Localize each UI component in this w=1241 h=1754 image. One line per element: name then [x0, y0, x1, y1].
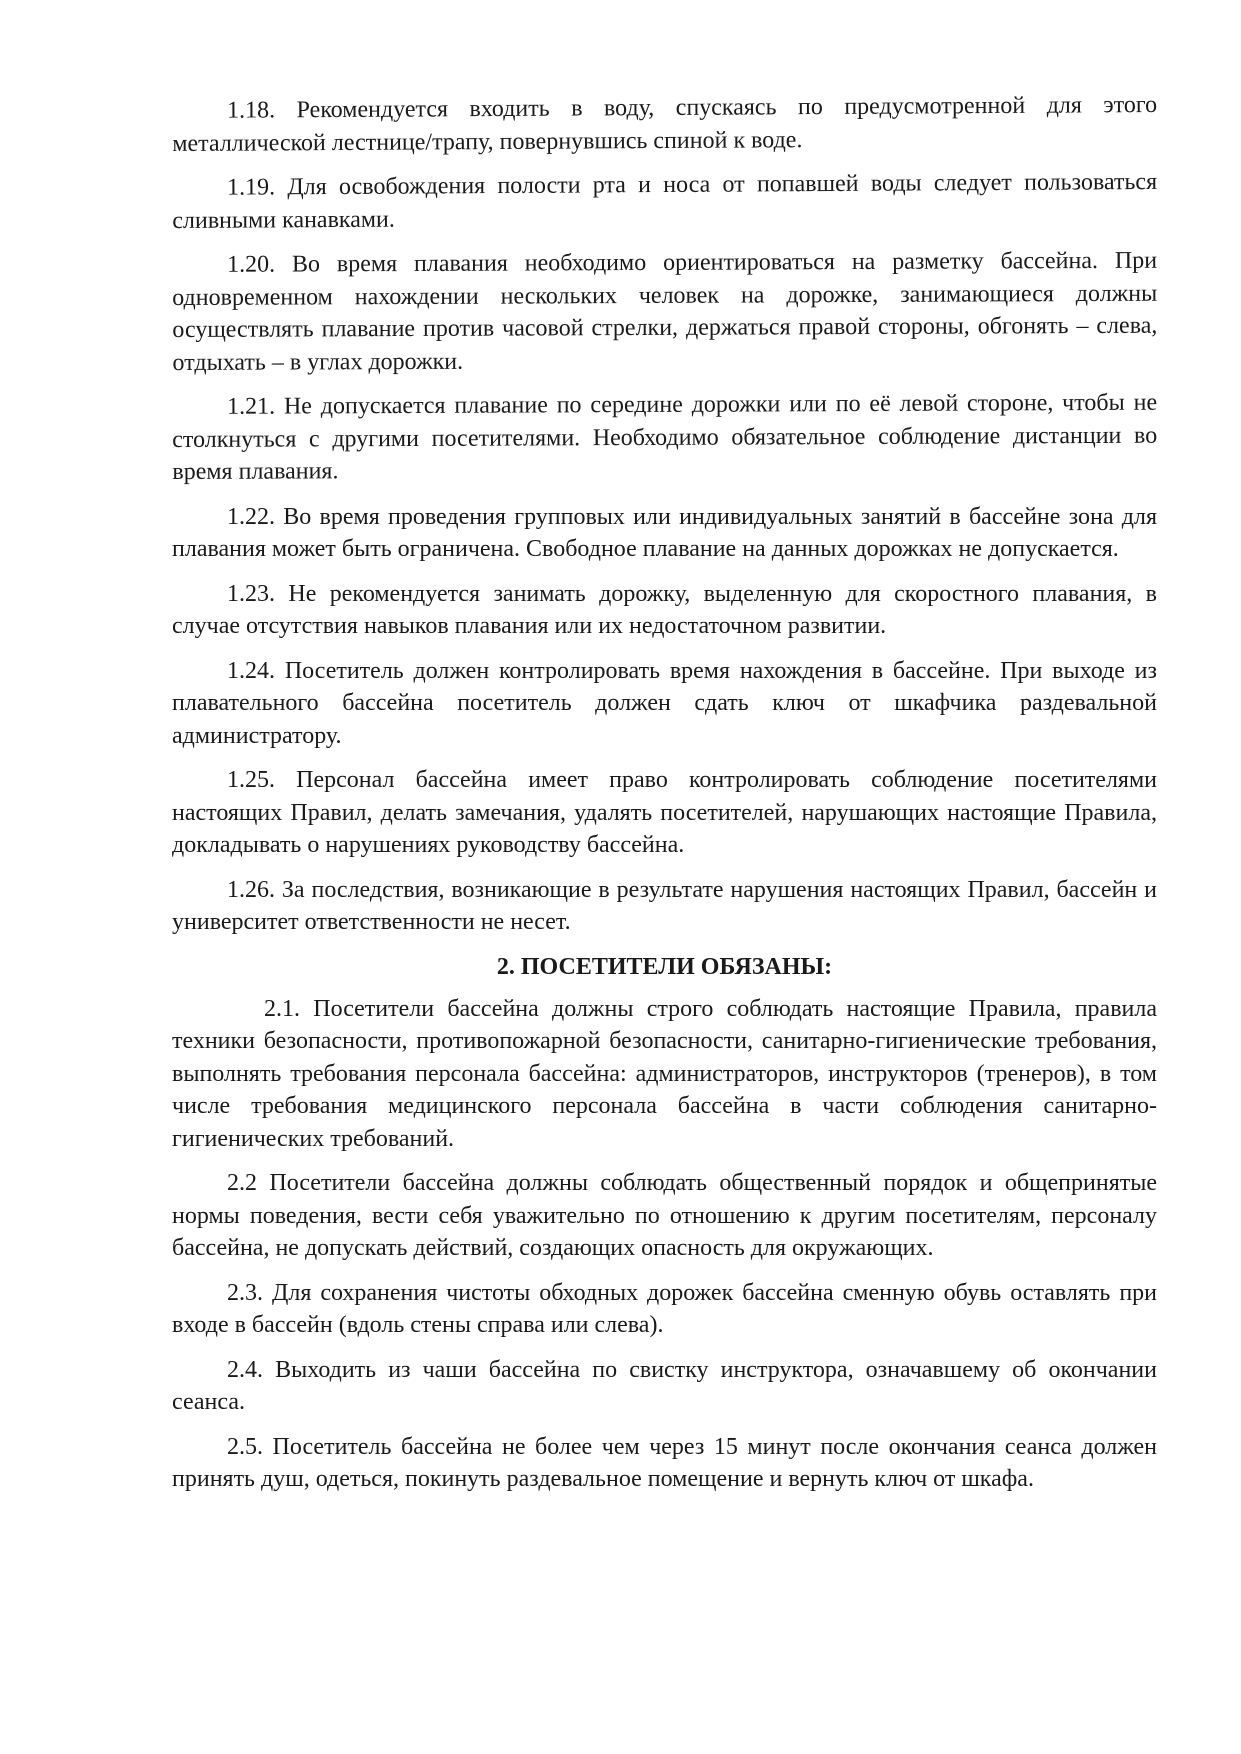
clause-number: 1.21. [227, 393, 276, 420]
clause-number: 1.18. [227, 97, 276, 124]
clause-number: 1.22. [227, 503, 275, 530]
clause-number: 2.5. [227, 1433, 263, 1460]
clause-number: 1.23. [227, 580, 275, 607]
clause-1-22 [172, 501, 1157, 566]
clause-1-21 [172, 387, 1157, 489]
clause-text: Персонал бассейна имеет право контролировать соблюдение посетителями настоящих Правил, делать замечания, удалять посетителей, нарушающих настоящие Правила, докладывать о нарушениях руководству бассейна. [172, 767, 1157, 858]
section-2-heading: 2. ПОСЕТИТЕЛИ ОБЯЗАНЫ: [496, 953, 833, 980]
clause-number: 2.2 [227, 1170, 257, 1196]
clause-number: 1.24. [227, 657, 275, 684]
clause-number: 2.4. [227, 1356, 263, 1383]
clause-2-5 [172, 1431, 1157, 1496]
clause-text: Не рекомендуется занимать дорожку, выделенную для скоростного плавания, в случае отсутствия навыков плавания или их недостаточном развитии. [172, 580, 1157, 639]
clause-text: Посетитель бассейна не более чем через 15 минут после окончания сеанса должен принять душ, одеться, покинуть раздевальное помещение и вернуть ключ от шкафа. [172, 1433, 1158, 1492]
clause-number: 2.3. [227, 1279, 263, 1306]
clause-text: Посетители бассейна должны соблюдать общественный порядок и общепринятые нормы поведения, вести себя уважительно по отношению к другим посетителям, персоналу бассейна, не допускать действий, создающих опасность для окружающих. [172, 1170, 1158, 1261]
clause-text: За последствия, возникающие в результате нарушения настоящих Правил, бассейн и университет ответственности не несет. [172, 876, 1158, 935]
clause-1-19 [172, 166, 1157, 237]
clause-2-4 [172, 1354, 1157, 1419]
clause-text: Для освобождения полости рта и носа от попавшей воды следует пользоваться сливными канавками. [172, 168, 1158, 234]
clause-text: Не допускается плавание по середине дорожки или по её левой стороне, чтобы не столкнуться с другими посетителями. Необходимо обязательное соблюдение дистанции во время плавания. [172, 389, 1158, 485]
clause-number: 1.25. [227, 767, 275, 793]
clause-text: Посетитель должен контролировать время нахождения в бассейне. При выходе из плавательного бассейна посетитель должен сдать ключ от шкафчика раздевальной администратору. [172, 657, 1157, 749]
clause-2-1 [172, 993, 1157, 1156]
clause-number: 2.1. [264, 995, 300, 1022]
clause-number: 1.26. [227, 876, 275, 903]
clause-2-3 [172, 1277, 1157, 1342]
clause-text: Во время проведения групповых или индивидуальных занятий в бассейне зона для плавания может быть ограничена. Свободное плавание на данных дорожках не допускается. [172, 503, 1158, 562]
clause-number: 1.20. [227, 251, 276, 278]
clause-2-2 [172, 1167, 1157, 1265]
clause-number: 1.19. [227, 174, 276, 201]
clause-1-24 [172, 655, 1157, 753]
clause-text: Во время плавания необходимо ориентироваться на разметку бассейна. При одновременном нахождении нескольких человек на дорожке, занимающиеся должны осуществлять плавание против часовой стрелки, держаться правой стороны, обгонять – слева, отдыхать – в углах дорожки. [172, 247, 1158, 376]
clause-text: Выходить из чаши бассейна по свистку инструктора, означавшему об окончании сеанса. [172, 1356, 1157, 1415]
clause-1-20 [172, 245, 1158, 379]
clause-1-23 [172, 578, 1157, 643]
clause-text: Рекомендуется входить в воду, спускаясь по предусмотренной для этого металлической лестнице/трапу, повернувшись спиной к воде. [172, 91, 1158, 157]
clause-1-26 [172, 874, 1157, 939]
clause-text: Для сохранения чистоты обходных дорожек бассейна сменную обувь оставлять при входе в бассейн (вдоль стены справа или слева). [172, 1279, 1158, 1338]
clause-text: Посетители бассейна должны строго соблюдать настоящие Правила, правила техники безопасности, противопожарной безопасности, санитарно-гигиенические требования, выполнять требования персонала бассейна: администраторов, инструкторов (тренеров), в том числе требования медицинского персонала бассейна в части соблюдения санитарно-гигиенических требований. [172, 995, 1158, 1152]
document-page [172, 91, 1158, 1508]
clause-1-18 [172, 89, 1157, 160]
clause-1-25 [172, 764, 1157, 862]
